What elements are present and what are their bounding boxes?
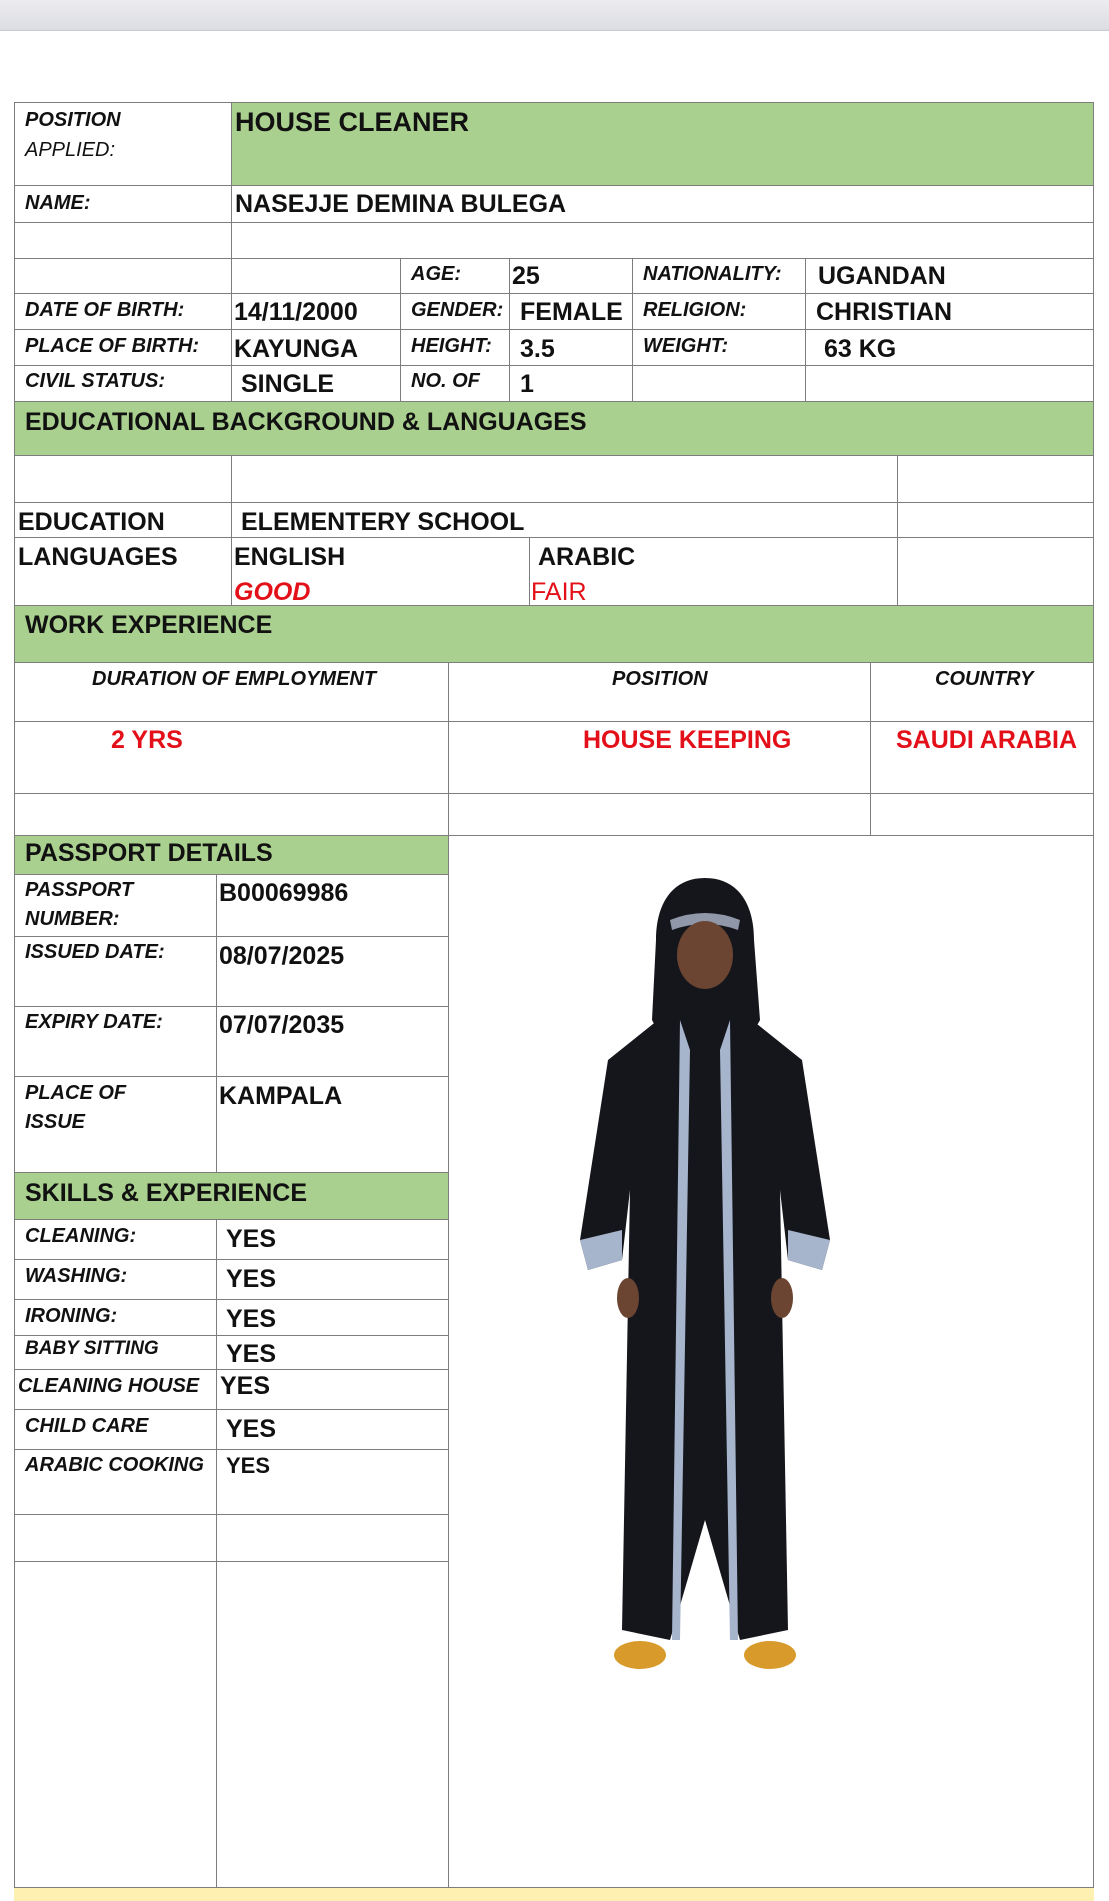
children-label-cell [400,365,510,402]
education-section-title: EDUCATIONAL BACKGROUND & LANGUAGES [25,408,587,436]
passport-section-header [14,835,449,875]
blank-cell [632,365,806,402]
place-issue-label-cell [14,1076,217,1173]
position-header: POSITION [612,668,708,690]
language-arabic-level: FAIR [531,578,587,606]
skill-label: ARABIC COOKING [25,1454,204,1476]
skill-row-label-cell [14,1449,217,1515]
education-label: EDUCATION [18,508,165,536]
skill-row-label-cell [14,1259,217,1300]
children-label: NO. OF [411,370,480,392]
place-issue-value: KAMPALA [219,1082,343,1110]
age-value: 25 [512,262,540,290]
education-section-header [14,401,1094,456]
work-section-title: WORK EXPERIENCE [25,611,273,639]
education-value: ELEMENTERY SCHOOL [241,508,525,536]
language-arabic: ARABIC [538,543,636,571]
language-english-cell [231,537,530,606]
country-value: SAUDI ARABIA [896,726,1078,754]
skill-row-label-cell [14,1335,217,1370]
religion-value: CHRISTIAN [816,298,953,326]
nationality-value: UGANDAN [818,262,946,290]
place-issue-label-line1: PLACE OF [25,1082,127,1104]
candidate-photo [560,870,850,1690]
skill-row-label-cell [14,1369,217,1410]
children-value-cell [509,365,633,402]
skill-row-label-cell [14,1299,217,1336]
name-value-cell [231,185,1094,223]
blank-cell [448,793,871,836]
pob-label-cell [14,329,232,366]
blank-cell [14,1561,217,1888]
skill-label: CLEANING HOUSE [18,1375,200,1397]
skill-label: BABY SITTING [25,1338,159,1359]
duration-value-cell [14,721,449,794]
religion-value-cell [805,293,1094,330]
name-label-cell [14,185,232,223]
expiry-value-cell [216,1006,449,1077]
expiry-value: 07/07/2035 [219,1011,345,1039]
skill-label: CHILD CARE [25,1415,149,1437]
gender-value: FEMALE [520,298,623,326]
blank-cell [897,502,1094,538]
civil-label: CIVIL STATUS: [25,370,165,392]
blank-cell [216,1561,449,1888]
issued-label-cell [14,936,217,1007]
dob-value-cell [231,293,401,330]
blank-cell [14,222,232,259]
name-label: NAME: [25,192,91,214]
height-label: HEIGHT: [411,335,492,357]
weight-value-cell [805,329,1094,366]
blank-cell [14,1514,217,1562]
weight-label-cell [632,329,806,366]
duration-value: 2 YRS [111,726,183,754]
language-arabic-cell [529,537,898,606]
position-header-cell [448,662,871,722]
skill-value: YES [226,1225,277,1253]
blank-cell [231,258,401,294]
civil-value-cell [231,365,401,402]
country-value-cell [870,721,1094,794]
blank-cell [897,537,1094,606]
duration-header-cell [14,662,449,722]
passport-number-label-line1: PASSPORT [25,879,134,901]
skill-row-value-cell [216,1369,449,1410]
dob-label: DATE OF BIRTH: [25,299,185,321]
civil-value: SINGLE [241,370,335,398]
height-value-cell [509,329,633,366]
language-english-level: GOOD [234,578,311,606]
position-label-cell [14,102,232,186]
work-position-value: HOUSE KEEPING [583,726,792,754]
skill-row-label-cell [14,1409,217,1450]
position-applied-value: HOUSE CLEANER [235,107,470,137]
expiry-label-cell [14,1006,217,1077]
blank-cell [216,1514,449,1562]
languages-label: LANGUAGES [18,543,178,571]
name-value: NASEJJE DEMINA BULEGA [235,190,567,218]
position-value-cell [448,721,871,794]
skill-row-value-cell [216,1335,449,1370]
nationality-value-cell [805,258,1094,294]
skills-section-title: SKILLS & EXPERIENCE [25,1179,307,1207]
skill-value: YES [226,1415,277,1443]
education-value-cell [231,502,898,538]
blank-cell [14,258,232,294]
pob-label: PLACE OF BIRTH: [25,335,200,357]
education-label-cell [14,502,232,538]
nationality-label-cell [632,258,806,294]
skill-label: IRONING: [25,1305,118,1327]
civil-label-cell [14,365,232,402]
skill-value: YES [226,1305,277,1333]
skill-row-value-cell [216,1259,449,1300]
skill-value: YES [226,1453,271,1478]
place-issue-value-cell [216,1076,449,1173]
gender-label-cell [400,293,510,330]
skill-row-value-cell [216,1449,449,1515]
place-issue-label-line2: ISSUE [25,1111,86,1133]
skill-row-value-cell [216,1299,449,1336]
age-value-cell [509,258,633,294]
issued-value: 08/07/2025 [219,942,345,970]
blank-cell [231,222,1094,259]
skill-value: YES [220,1372,271,1400]
skill-label: CLEANING: [25,1225,137,1247]
skill-value: YES [226,1265,277,1293]
pob-value-cell [231,329,401,366]
position-value-cell [231,102,1094,186]
weight-value: 63 KG [824,335,897,363]
gender-label: GENDER: [411,299,504,321]
position-label-line1: POSITION [25,109,121,131]
position-label-line2: APPLIED: [25,139,116,161]
country-header: COUNTRY [935,668,1034,690]
dob-label-cell [14,293,232,330]
skill-row-value-cell [216,1219,449,1260]
dob-value: 14/11/2000 [234,298,358,326]
skill-value: YES [226,1340,277,1368]
duration-header: DURATION OF EMPLOYMENT [92,668,377,690]
passport-number-value-cell [216,874,449,937]
passport-number-label-line2: NUMBER: [25,908,120,930]
religion-label: RELIGION: [643,299,747,321]
nationality-label: NATIONALITY: [643,263,782,285]
height-label-cell [400,329,510,366]
blank-cell [870,793,1094,836]
passport-section-title: PASSPORT DETAILS [25,839,273,867]
languages-label-cell [14,537,232,606]
pob-value: KAYUNGA [234,335,359,363]
passport-number-value: B00069986 [219,879,349,907]
language-english: ENGLISH [234,543,346,571]
height-value: 3.5 [520,335,555,363]
footer-strip [14,1888,1094,1901]
blank-cell [14,455,232,503]
work-section-header [14,605,1094,663]
blank-cell [897,455,1094,503]
age-label: AGE: [411,263,461,285]
passport-number-label-cell [14,874,217,937]
blank-cell [805,365,1094,402]
blank-cell [231,455,898,503]
issued-label: ISSUED DATE: [25,941,165,963]
skill-row-value-cell [216,1409,449,1450]
issued-value-cell [216,936,449,1007]
weight-label: WEIGHT: [643,335,729,357]
viewer-top-bar [0,0,1109,31]
religion-label-cell [632,293,806,330]
skill-row-label-cell [14,1219,217,1260]
blank-cell [14,793,449,836]
age-label-cell [400,258,510,294]
gender-value-cell [509,293,633,330]
expiry-label: EXPIRY DATE: [25,1011,163,1033]
skill-label: WASHING: [25,1265,128,1287]
children-value: 1 [520,370,534,398]
country-header-cell [870,662,1094,722]
skills-section-header [14,1172,449,1220]
